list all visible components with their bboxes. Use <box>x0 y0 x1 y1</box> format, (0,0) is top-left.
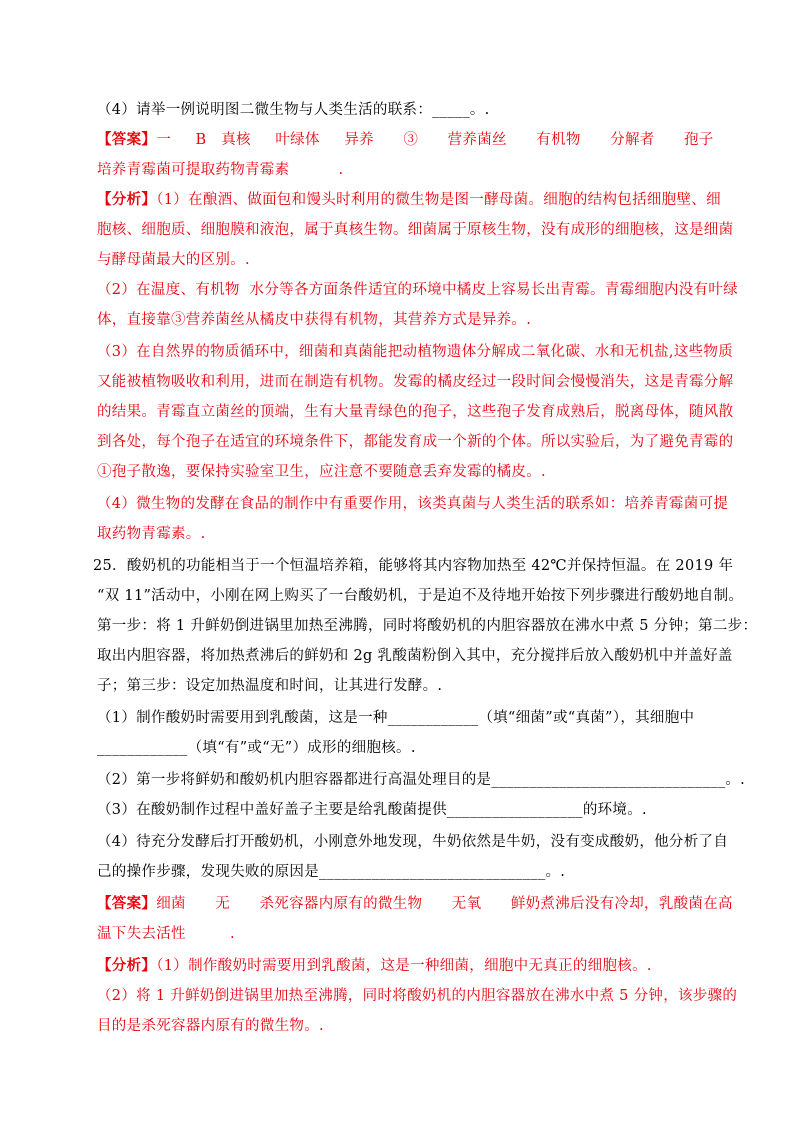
analysis-line <box>97 1016 324 1036</box>
question-text: 25．酸奶机的功能相当于一个恒温培养箱，能够将其内容物加热至 42℃并保持恒温。在 2019 年 <box>93 558 734 574</box>
answer-line <box>97 130 714 150</box>
analysis-text: 的结果。青霉直立菌丝的顶端，生有大量青绿色的孢子，这些孢子发育成熟后，脱离母体，随风散 <box>97 404 734 420</box>
answer-line <box>97 894 733 914</box>
analysis-text: 体，直接靠③营养菌丝从橘皮中获得有机物，其营养方式是异养。. <box>97 312 532 328</box>
question-text: “双 11”活动中，小刚在网上购买了一台酸奶机，于是迫不及待地开始按下列步骤进行酸奶地自制。 <box>97 588 744 604</box>
question-line <box>97 616 757 636</box>
question-line <box>97 708 694 728</box>
analysis-text: （4）微生物的发酵在食品的制作中有重要作用，该类真菌与人类生活的联系如：培养青霉菌可提 <box>97 496 729 512</box>
question-text: 取出内胆容器，将加热煮沸后的鲜奶和 2g 乳酸菌粉倒入其中，充分搅拌后放入酸奶机中并盖好盖 <box>97 648 733 664</box>
answer-line <box>97 160 343 180</box>
analysis-text: （1）制作酸奶时需要用到乳酸菌，这是一种细菌，细胞中无真正的细胞核。. <box>156 958 652 974</box>
question-line <box>97 770 745 790</box>
question-text: 子；第三步：设定加热温度和时间，让其进行发酵。. <box>97 678 443 694</box>
analysis-text: （2）在温度、有机物 水分等各方面条件适宜的环境中橘皮上容易长出青霉。青霉细胞内没有叶绿 <box>97 282 738 298</box>
analysis-line <box>97 250 250 270</box>
answer-text: 培养青霉菌可提取药物青霉素 . <box>97 162 344 178</box>
answer-tag: 【答案】 <box>97 131 157 148</box>
question-line <box>97 832 728 852</box>
analysis-text: 与酵母菌最大的区别。. <box>97 252 250 268</box>
analysis-line <box>97 372 733 392</box>
analysis-line <box>97 342 733 362</box>
analysis-text: （3）在自然界的物质循环中，细菌和真菌能把动植物遗体分解成二氧化碳、水和无机盐,这些物质 <box>97 344 734 360</box>
analysis-line <box>97 280 738 300</box>
question-text: 己的操作步骤，发现失败的原因是______________________________。. <box>97 864 566 880</box>
answer-line <box>97 924 235 944</box>
analysis-tag: 【分析】 <box>97 191 157 208</box>
question-text: （1）制作酸奶时需要用到乳酸菌，这是一种____________（填“细菌”或“真菌”），其细胞中 <box>97 710 695 726</box>
answer-tag: 【答案】 <box>97 895 157 912</box>
question-text: （4）待充分发酵后打开酸奶机，小刚意外地发现，牛奶依然是牛奶，没有变成酸奶，他分析了自 <box>97 834 729 850</box>
analysis-text: 取药物青霉素。. <box>97 526 206 542</box>
analysis-line <box>97 220 733 240</box>
question-line <box>97 800 647 820</box>
analysis-text: 胞核、细胞质、细胞膜和液泡，属于真核生物。细菌属于原核生物，没有成形的细胞核，这是细菌 <box>97 222 734 238</box>
analysis-text: 到各处，每个孢子在适宜的环境条件下，都能发育成一个新的个体。所以实验后，为了避免青霉的 <box>97 434 734 450</box>
analysis-line <box>97 986 737 1006</box>
analysis-tag: 【分析】 <box>97 957 157 974</box>
analysis-line <box>97 462 546 482</box>
analysis-text: 目的是杀死容器内原有的微生物。. <box>97 1018 324 1034</box>
analysis-line <box>97 190 721 210</box>
analysis-text: 又能被植物吸收和利用，进而在制造有机物。发霉的橘皮经过一段时间会慢慢消失，这是青霉分解 <box>97 374 734 390</box>
analysis-text: （2）将 1 升鲜奶倒进锅里加热至沸腾，同时将酸奶机的内胆容器放在沸水中煮 5 分钟，该步骤的 <box>97 988 738 1004</box>
question-line <box>97 100 490 120</box>
question-line <box>97 738 416 758</box>
analysis-line <box>97 402 733 422</box>
answer-text: 一 B 真核 叶绿体 异养 ③ 营养菌丝 有机物 分解者 孢子 <box>156 132 714 148</box>
answer-text: 细菌 无 杀死容器内原有的微生物 无氧 鲜奶煮沸后没有冷却，乳酸菌在高 <box>156 896 733 912</box>
question-line <box>97 586 743 606</box>
question-text: （2）第一步将鲜奶和酸奶机内胆容器都进行高温处理目的是_______________________________。. <box>97 772 746 788</box>
analysis-text: （1）在酿酒、做面包和馒头时利用的微生物是图一酵母菌。细胞的结构包括细胞壁、细 <box>156 192 721 208</box>
question-text: 第一步：将 1 升鲜奶倒进锅里加热至沸腾，同时将酸奶机的内胆容器放在沸水中煮 5 分钟；第二步： <box>97 618 758 634</box>
question-text: （3）在酸奶制作过程中盖好盖子主要是给乳酸菌提供__________________的环境。. <box>97 802 647 818</box>
question-line <box>97 862 565 882</box>
question-line <box>93 556 733 576</box>
analysis-line <box>97 494 728 514</box>
analysis-line <box>97 432 733 452</box>
analysis-line <box>97 310 531 330</box>
question-text: （4）请举一例说明图二微生物与人类生活的联系：_____。. <box>97 102 490 118</box>
analysis-line <box>97 956 652 976</box>
analysis-text: ①孢子散逸，要保持实验室卫生，应注意不要随意丢弃发霉的橘皮。. <box>97 464 546 480</box>
question-text: ____________（填“有”或“无”）成形的细胞核。. <box>97 740 416 756</box>
question-line <box>97 676 442 696</box>
question-line <box>97 646 733 666</box>
answer-text: 温下失去活性 . <box>97 926 235 942</box>
analysis-line <box>97 524 206 544</box>
